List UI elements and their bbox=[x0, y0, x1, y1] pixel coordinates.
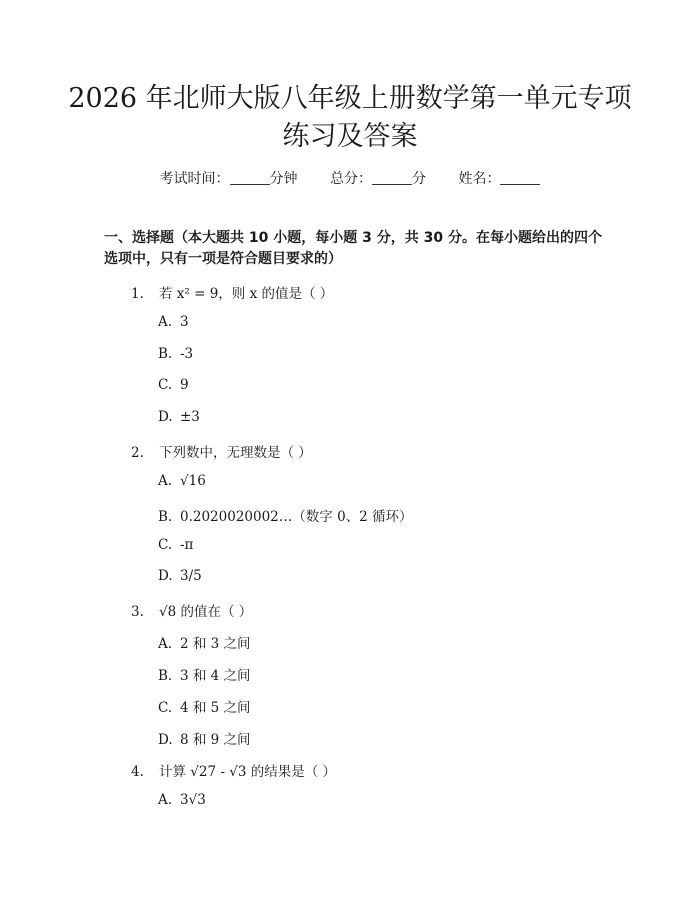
question-number: 3. bbox=[131, 604, 144, 620]
option-label: B. bbox=[158, 346, 173, 362]
option-label: D. bbox=[158, 409, 173, 425]
option-label: C. bbox=[158, 537, 173, 553]
question-number: 1. bbox=[131, 286, 144, 302]
option bbox=[158, 632, 251, 652]
exam-score bbox=[330, 171, 430, 187]
question-number: 4. bbox=[131, 764, 144, 780]
option-label: A. bbox=[158, 792, 173, 808]
option-label: D. bbox=[158, 732, 173, 748]
time-unit: 分钟 bbox=[269, 171, 298, 187]
option-text: -3 bbox=[180, 346, 194, 362]
option-label: C. bbox=[158, 700, 173, 716]
option-text: 3 bbox=[180, 314, 189, 330]
exam-name bbox=[458, 171, 540, 187]
option-text: 2 和 3 之间 bbox=[180, 636, 251, 652]
question bbox=[131, 441, 312, 461]
question-number: 2. bbox=[131, 445, 144, 461]
option bbox=[158, 346, 193, 362]
option-text: √16 bbox=[180, 473, 206, 489]
question bbox=[131, 282, 333, 302]
exam-time bbox=[160, 171, 302, 187]
option bbox=[158, 473, 206, 489]
option-label: C. bbox=[158, 377, 173, 393]
option-label: A. bbox=[158, 636, 173, 652]
option bbox=[158, 505, 413, 525]
option bbox=[158, 664, 251, 684]
question bbox=[131, 600, 252, 620]
name-label: 姓名： bbox=[458, 171, 501, 187]
score-unit: 分 bbox=[412, 171, 426, 187]
score-label: 总分： bbox=[330, 171, 372, 187]
option-label: A. bbox=[158, 473, 173, 489]
question-text: 下列数中，无理数是（ ） bbox=[159, 445, 312, 461]
question-text: √8 的值在（ ） bbox=[159, 604, 253, 620]
option bbox=[158, 409, 200, 425]
option-text: 8 和 9 之间 bbox=[180, 732, 251, 748]
name-blank bbox=[500, 170, 540, 185]
question-text: 计算 √27 - √3 的结果是（ ） bbox=[159, 764, 336, 780]
option bbox=[158, 377, 189, 393]
option-text: 3/5 bbox=[180, 568, 202, 584]
option bbox=[158, 568, 202, 584]
question bbox=[131, 760, 336, 780]
time-blank bbox=[230, 170, 270, 185]
option-text: -π bbox=[180, 537, 194, 553]
option-text: 3√3 bbox=[180, 792, 206, 808]
time-label: 考试时间： bbox=[159, 171, 230, 187]
option-label: D. bbox=[158, 568, 173, 584]
option-text: 0.2020020002…（数字 0、2 循环） bbox=[180, 509, 413, 525]
page-title: 2026 年北师大版八年级上册数学第一单元专项练习及答案 bbox=[68, 83, 632, 152]
option-label: A. bbox=[158, 314, 173, 330]
option-text: 9 bbox=[180, 377, 189, 393]
option-label: B. bbox=[158, 668, 173, 684]
option-text: ±3 bbox=[180, 409, 200, 425]
option bbox=[158, 314, 189, 330]
option bbox=[158, 792, 206, 808]
section-heading: 一、选择题（本大题共 10 小题，每小题 3 分，共 30 分。在每小题给出的四个选项中，只有一项是符合题目要求的） bbox=[104, 230, 602, 267]
option bbox=[158, 696, 251, 716]
exam-meta bbox=[0, 168, 700, 188]
option-text: 4 和 5 之间 bbox=[180, 700, 251, 716]
option bbox=[158, 537, 193, 553]
option-text: 3 和 4 之间 bbox=[180, 668, 251, 684]
option bbox=[158, 728, 251, 748]
score-blank bbox=[372, 170, 412, 185]
option-label: B. bbox=[158, 509, 173, 525]
question-text: 若 x² = 9，则 x 的值是（ ） bbox=[159, 286, 334, 302]
